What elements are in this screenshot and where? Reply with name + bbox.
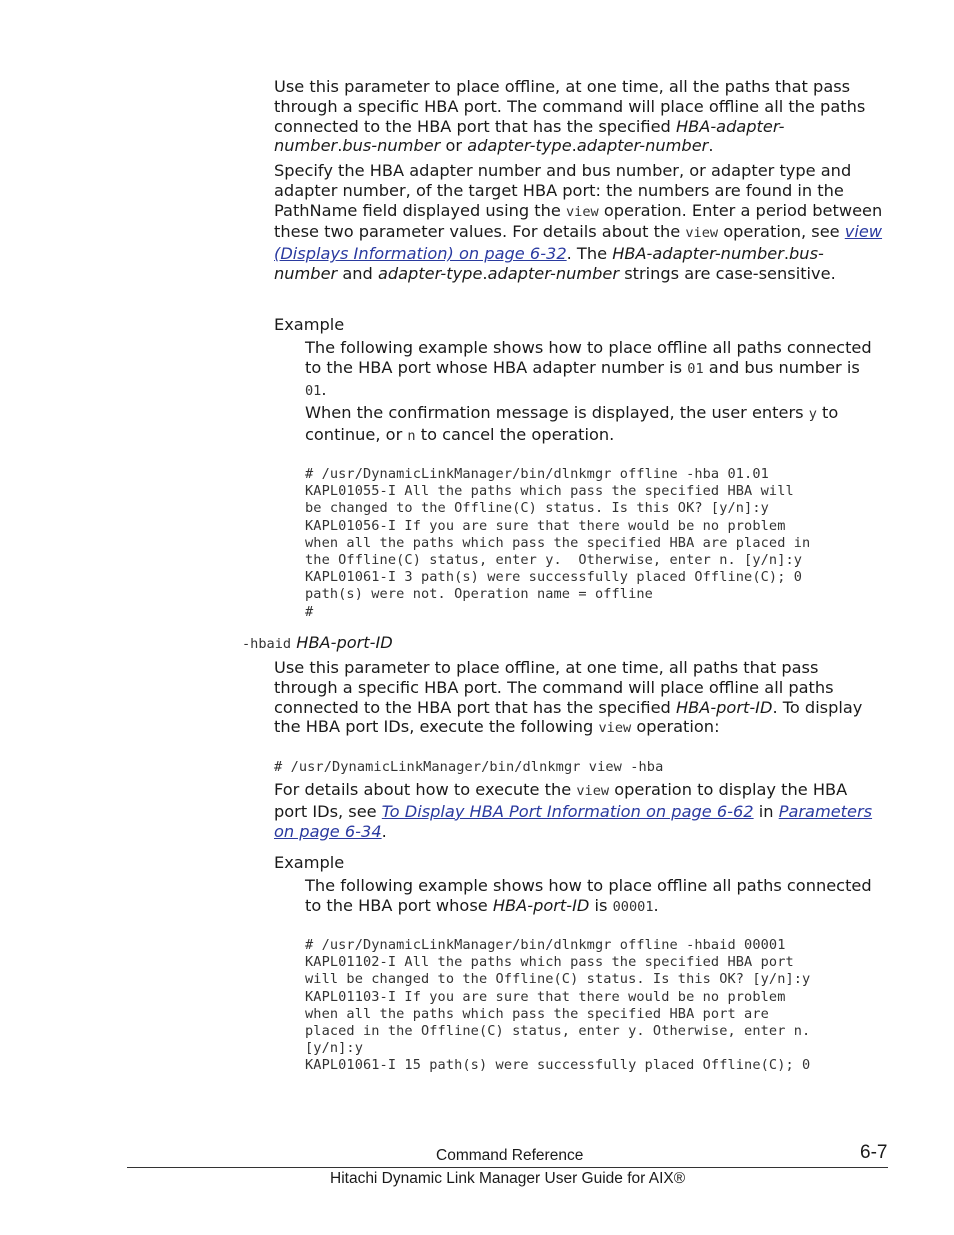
example-description-2: The following example shows how to place offline all paths connected to the HBA port whose HBA-port-ID is 00001. <box>305 876 872 915</box>
confirmation-description: When the confirmation message is displayed, the user enters y to continue, or n to cancel the operation. <box>305 403 839 444</box>
hbaid-details-paragraph: For details about how to execute the view operation to display the HBA port IDs, see To Display HBA Port Information on page 6-62 in Parameters on page 6-34. <box>274 780 873 841</box>
hba-port-info-link[interactable]: To Display HBA Port Information on page 6-62 <box>381 801 754 821</box>
example-heading: Example <box>274 315 345 334</box>
footer-book-title: Hitachi Dynamic Link Manager User Guide for AIX® <box>330 1170 686 1187</box>
view-command-link[interactable]: view (Displays Information) on page 6-32 <box>274 222 883 264</box>
hba-specify-paragraph: Specify the HBA adapter number and bus number, or adapter type and adapter number, of the target HBA port: the numbers are found in the PathName field displayed using the view operation. Enter a period between these two parameter values. For details about the view operation, see view (Displays Information) on page 6-32. The HBA-adapter-number.bus-number and adapter-type.adapter-number strings are case-sensitive. <box>274 161 883 283</box>
code-example-hbaid: # /usr/DynamicLinkManager/bin/dlnkmgr offline -hbaid 00001 KAPL01102-I All the paths which pass the specified HBA port will be changed to the Offline(C) status. Is this OK? [y/n]:y KAPL01103-I If you are sure that there would be no problem when all the paths which pass the specified HBA port are placed in the Offline(C) status, enter y. Otherwise, enter n. [y/n]:y KAPL01061-I 15 path(s) were successfully placed Offline(C); 0 <box>305 937 811 1074</box>
hbaid-description-paragraph: Use this parameter to place offline, at one time, all paths that pass through a specific HBA port. The command will place offline all paths connected to the HBA port that has the specified HBA-port-ID. To display the HBA port IDs, execute the following view operation: <box>274 658 863 737</box>
example-description: The following example shows how to place offline all paths connected to the HBA port whose HBA adapter number is 01 and bus number is 01. <box>305 338 872 399</box>
footer-section-title: Command Reference <box>436 1147 584 1164</box>
footer-divider <box>127 1167 888 1168</box>
hbaid-parameter-heading: -hbaid HBA-port-ID <box>242 633 393 652</box>
code-example-hba: # /usr/DynamicLinkManager/bin/dlnkmgr offline -hba 01.01 KAPL01055-I All the paths which pass the specified HBA will be changed to the Offline(C) status. Is this OK? [y/n]:y KAPL01056-I If you are sure that there would be no problem when all the paths which pass the specified HBA are placed in the Offline(C) status, enter y. Otherwise, enter n. [y/n]:y KAPL01061-I 3 path(s) were successfully placed Offline(C); 0 path(s) were not. Operation name = offline # <box>305 466 811 620</box>
page-number: 6-7 <box>860 1142 888 1163</box>
hba-description-paragraph: Use this parameter to place offline, at one time, all the paths that pass through a specific HBA port. The command will place offline all the paths connected to the HBA port that has the specified HBA-adapter-number.bus-number or adapter-type.adapter-number. <box>274 77 866 156</box>
parameters-link[interactable]: Parameters on page 6-34 <box>274 801 873 841</box>
example-heading-2: Example <box>274 853 345 872</box>
view-hba-command: # /usr/DynamicLinkManager/bin/dlnkmgr view -hba <box>274 759 664 775</box>
